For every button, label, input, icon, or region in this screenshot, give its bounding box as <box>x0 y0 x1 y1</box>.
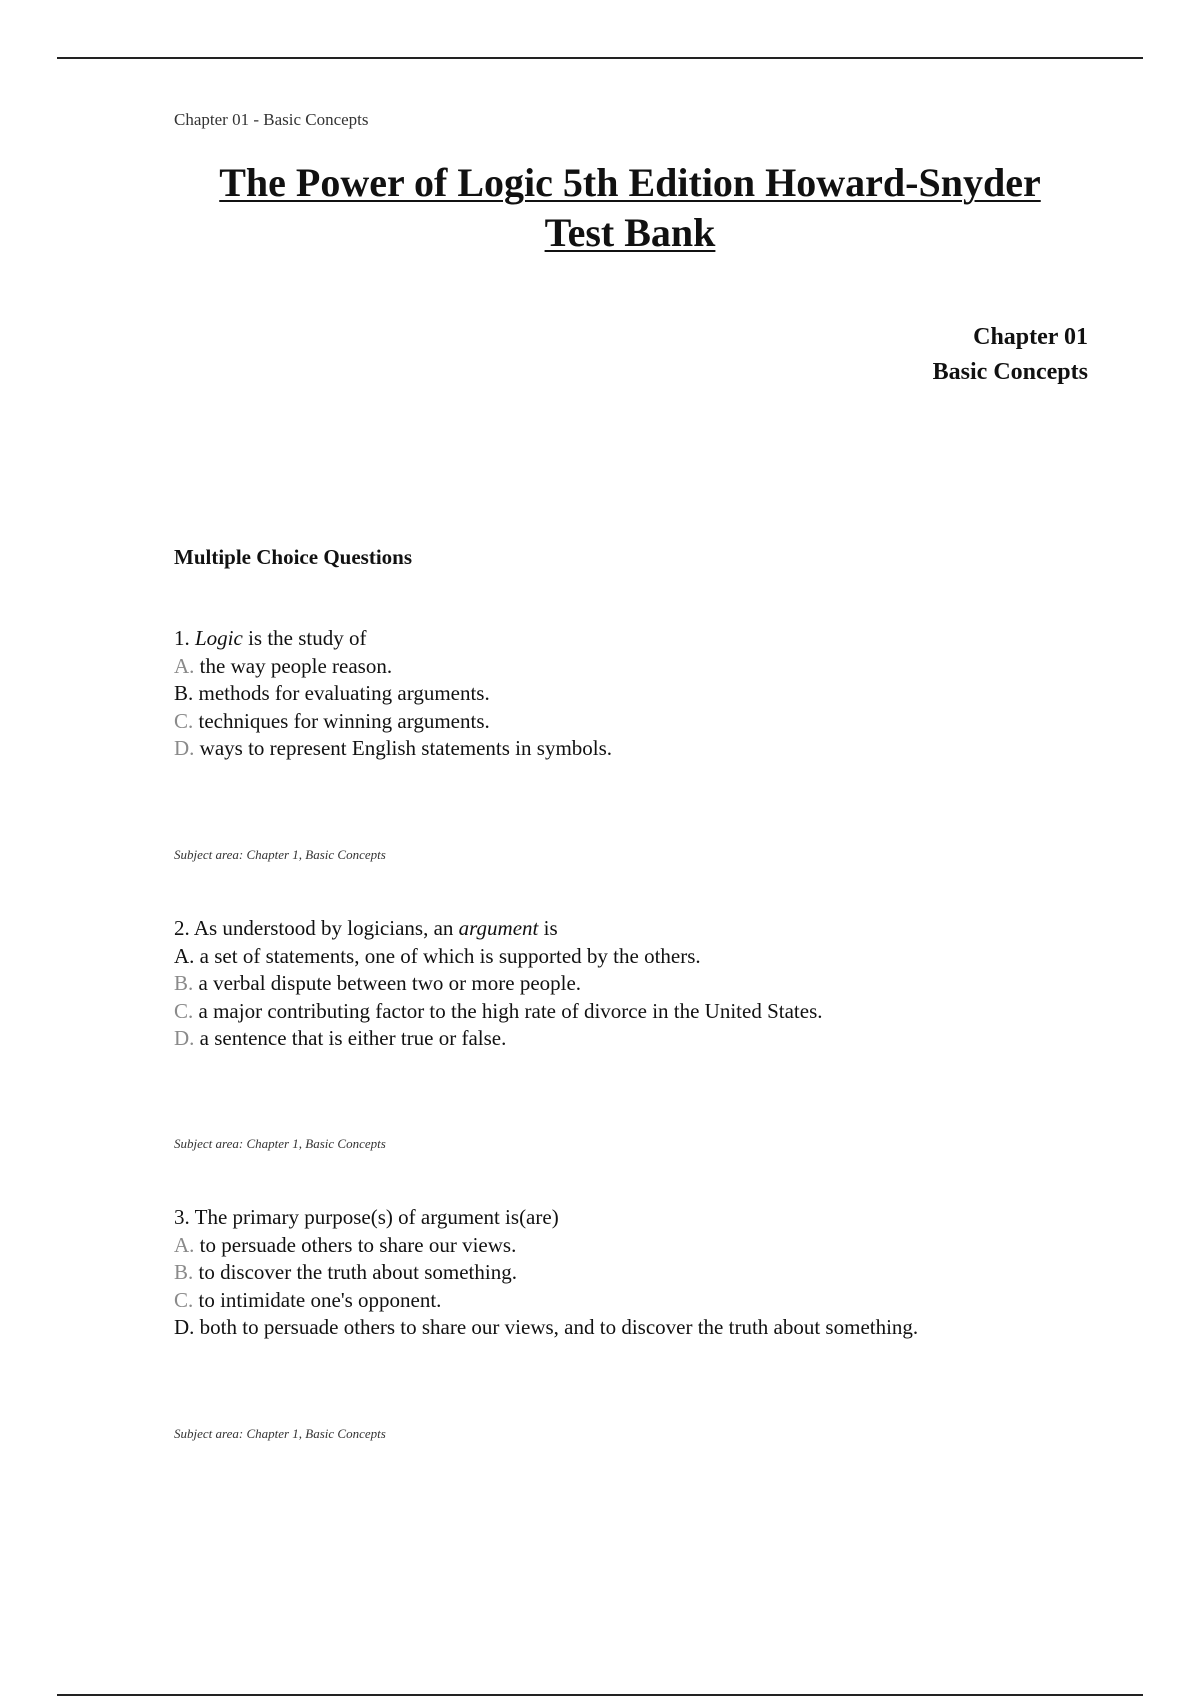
option-text: a major contributing factor to the high rate of divorce in the United States. <box>193 998 823 1023</box>
answer-option-correct <box>174 943 823 971</box>
answer-option-correct <box>174 1314 918 1342</box>
question-2 <box>174 915 823 1053</box>
option-text: a set of statements, one of which is supported by the others. <box>194 943 701 968</box>
answer-option-correct <box>174 680 612 708</box>
subject-area: Subject area: Chapter 1, Basic Concepts <box>174 1136 386 1151</box>
question-3 <box>174 1204 918 1342</box>
option-letter: A. <box>174 943 195 968</box>
stem-text: As understood by logicians, an <box>193 916 459 940</box>
question-stem <box>174 915 823 943</box>
option-letter: A. <box>174 653 195 678</box>
answer-option <box>174 970 823 998</box>
emphasized-term: Logic <box>195 626 243 650</box>
option-letter: C. <box>174 1287 194 1312</box>
option-letter: B. <box>174 971 194 995</box>
option-letter: C. <box>174 708 194 733</box>
document-title <box>160 158 1100 258</box>
emphasized-term: argument <box>458 916 539 940</box>
option-text: techniques for winning arguments. <box>193 708 490 733</box>
subject-area: Subject area: Chapter 1, Basic Concepts <box>174 847 386 862</box>
title-line-2: Test Bank <box>544 210 716 255</box>
subject-area: Subject area: Chapter 1, Basic Concepts <box>174 1426 386 1441</box>
option-letter: D. <box>174 736 195 760</box>
question-number: 2. <box>174 916 190 940</box>
stem-text: is <box>538 916 558 940</box>
answer-option <box>174 653 612 681</box>
option-letter: D. <box>174 1315 195 1339</box>
option-text: to discover the truth about something. <box>193 1260 517 1284</box>
option-text: ways to represent English statements in symbols. <box>194 736 613 760</box>
stem-text: is the study of <box>242 626 367 650</box>
chapter-name: Basic Concepts <box>932 359 1088 385</box>
option-letter: C. <box>174 998 194 1023</box>
title-line-1: The Power of Logic 5th Edition Howard-Snyder <box>219 160 1041 205</box>
section-heading: Multiple Choice Questions <box>174 545 413 569</box>
answer-option <box>174 998 823 1026</box>
option-text: to intimidate one's opponent. <box>193 1287 442 1312</box>
option-text: to persuade others to share our views. <box>194 1232 517 1257</box>
answer-option <box>174 1232 918 1260</box>
option-letter: B. <box>174 1260 194 1284</box>
option-text: a sentence that is either true or false. <box>194 1026 507 1050</box>
option-letter: A. <box>174 1232 195 1257</box>
option-text: methods for evaluating arguments. <box>193 681 490 705</box>
chapter-heading <box>933 320 1088 390</box>
answer-option <box>174 735 612 763</box>
option-text: both to persuade others to share our views, and to discover the truth about something. <box>194 1315 919 1339</box>
question-stem <box>174 1204 918 1232</box>
question-number: 3. <box>174 1205 190 1229</box>
answer-option <box>174 1259 918 1287</box>
question-stem <box>174 625 612 653</box>
top-rule <box>57 57 1143 59</box>
chapter-number: Chapter 01 <box>973 324 1088 350</box>
answer-option <box>174 1287 918 1315</box>
option-text: a verbal dispute between two or more people. <box>193 971 582 995</box>
option-text: the way people reason. <box>194 653 393 678</box>
answer-option <box>174 1025 823 1053</box>
running-header: Chapter 01 - Basic Concepts <box>174 110 369 129</box>
stem-text: The primary purpose(s) of argument is(are) <box>194 1205 559 1229</box>
question-1 <box>174 625 612 763</box>
question-number: 1. <box>174 626 190 650</box>
bottom-rule <box>57 1694 1143 1696</box>
option-letter: B. <box>174 681 194 705</box>
answer-option <box>174 708 612 736</box>
option-letter: D. <box>174 1026 195 1050</box>
